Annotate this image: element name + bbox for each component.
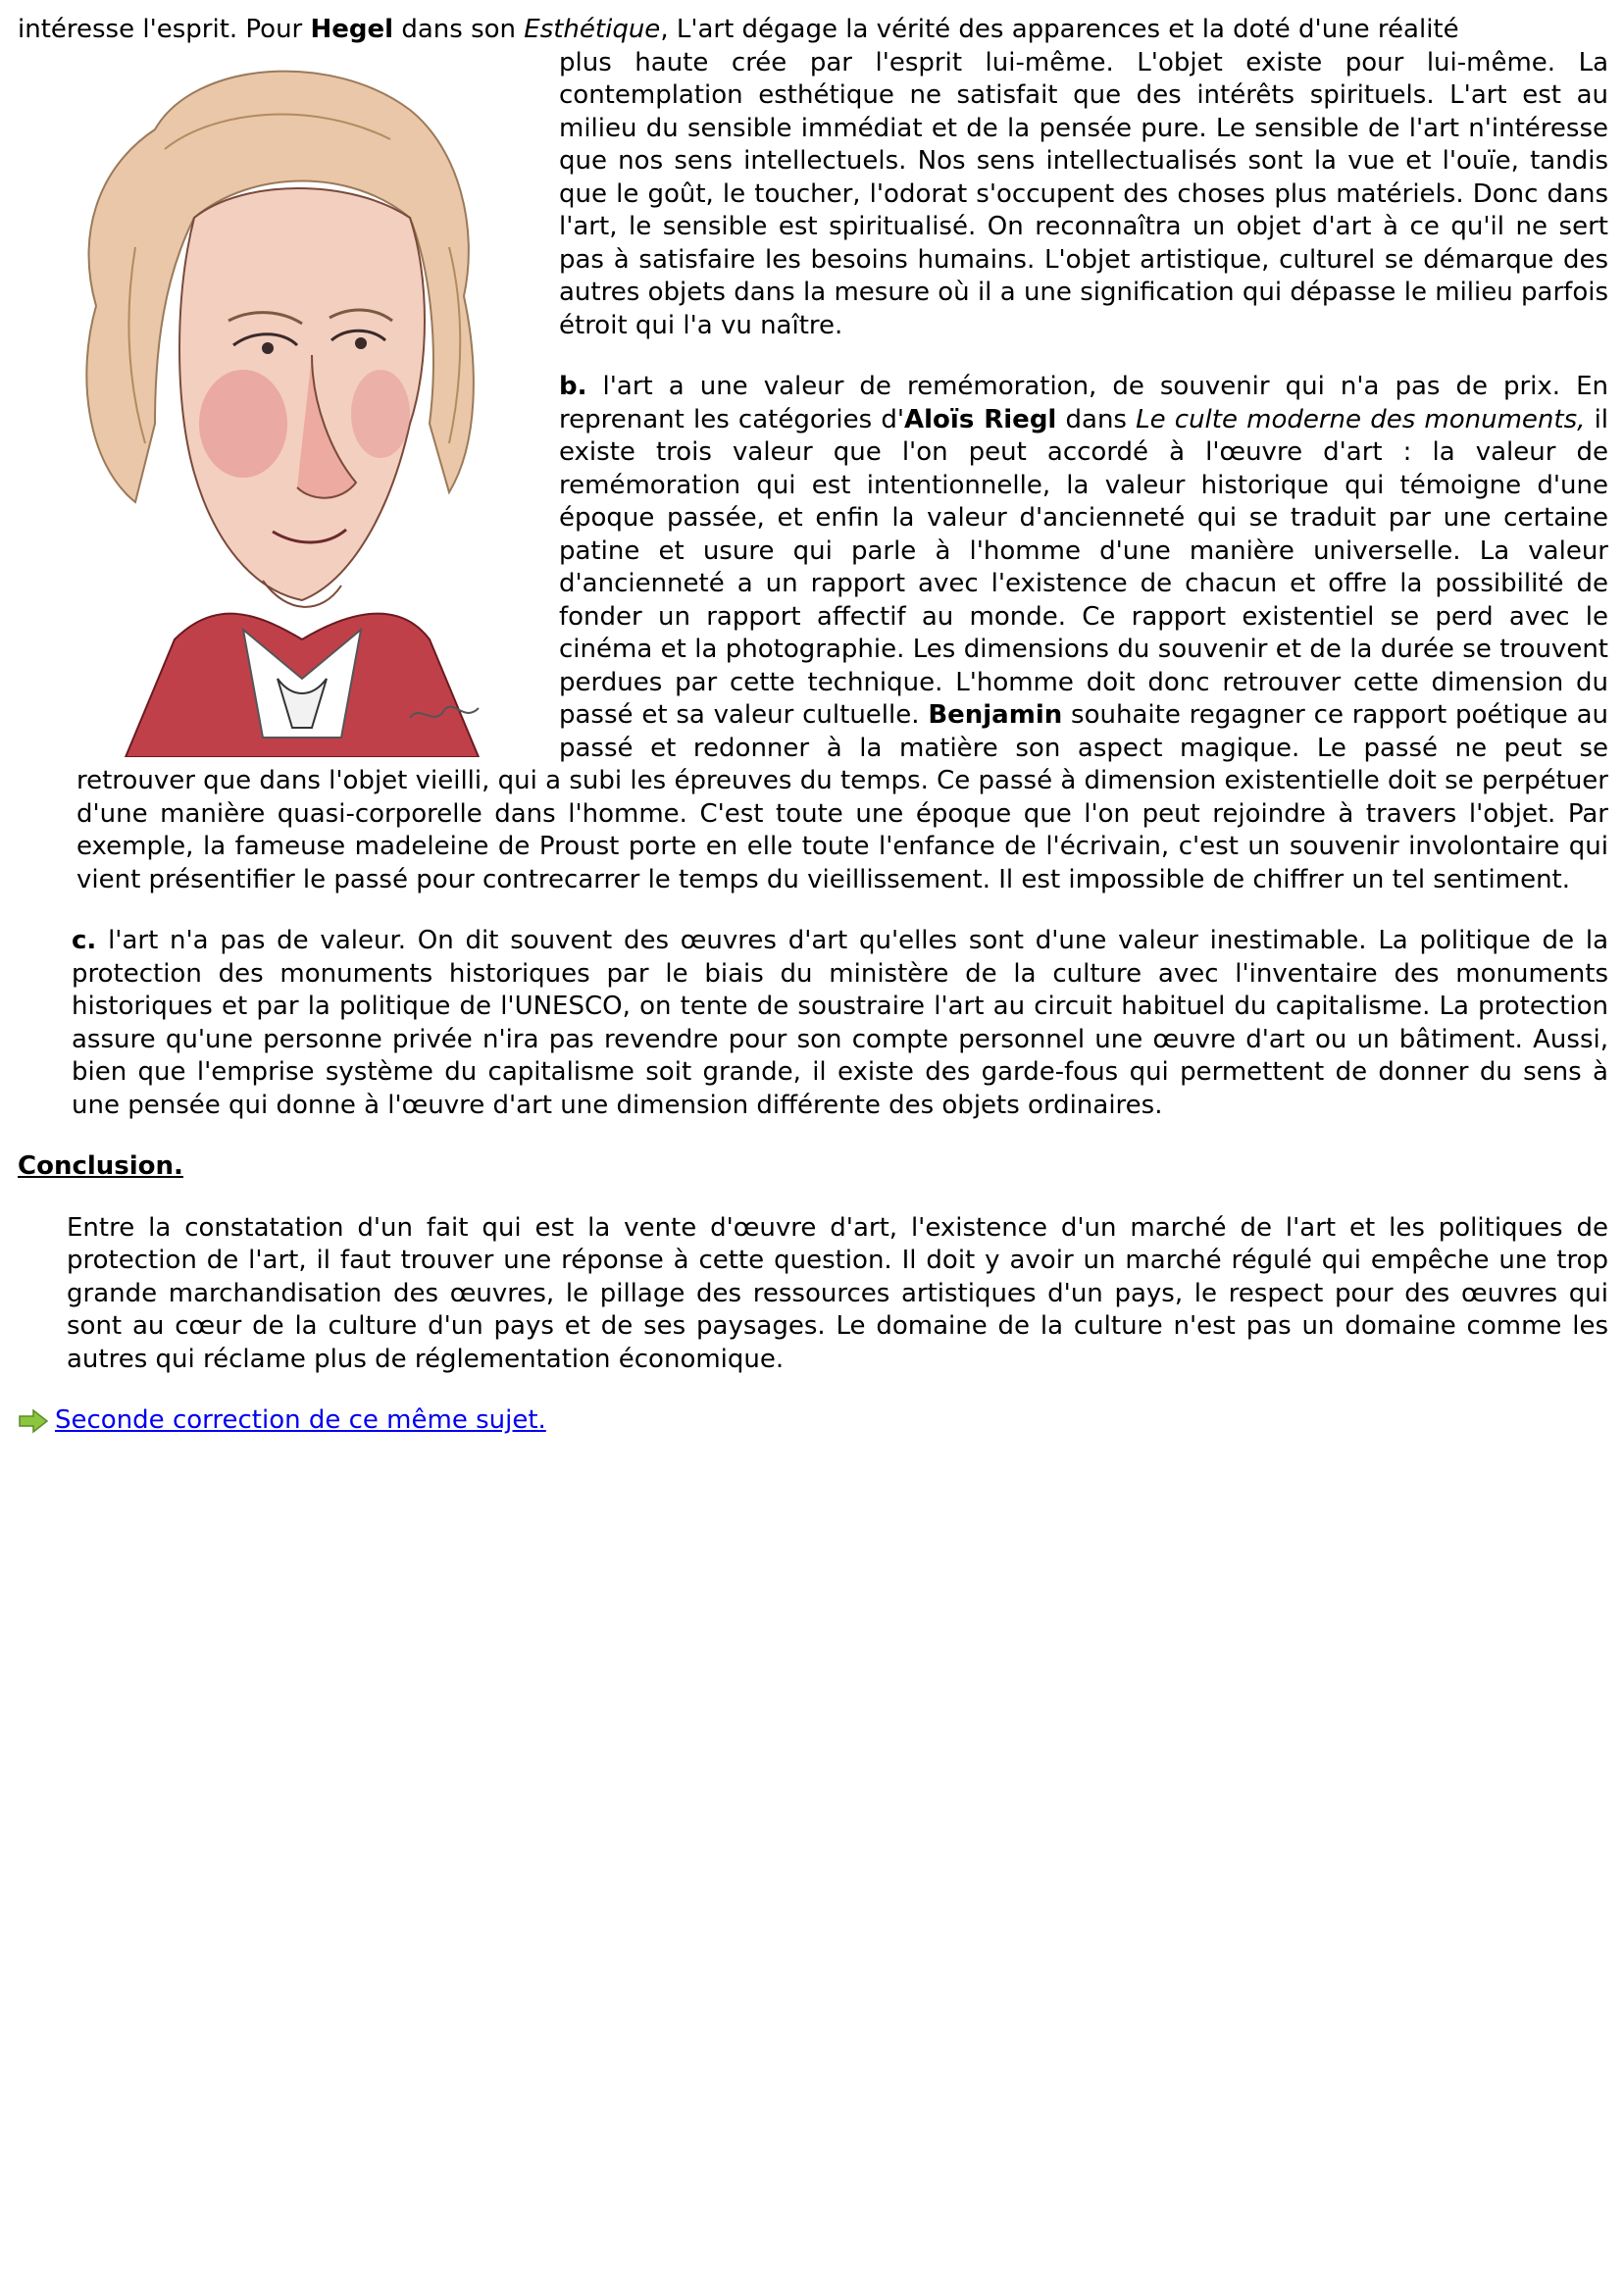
title-esthetique: Esthétique: [524, 15, 661, 44]
spacer: [18, 1376, 1608, 1404]
marker-b: b.: [559, 372, 587, 401]
hegel-portrait-illustration: [18, 51, 537, 757]
portrait-svg: [18, 51, 537, 757]
document-page: [18, 14, 1608, 1438]
paragraph-c: c. l'art n'a pas de valeur. On dit souvent des œuvres d'art qu'elles sont d'une valeur inestimable. La politique de la protection des monuments historiques par le biais du ministère de la culture avec l'inventaire des monuments historiques et par la politique de l'UNESCO, on tente de soustraire l'art au circuit habituel du capitalisme. La protection assure qu'une personne privée n'ira pas revendre pour son compte personnel une œuvre d'art ou un bâtiment. Aussi, bien que l'emprise système du capitalisme soit grande, il existe des garde-fous qui permettent de donner du sens à une pensée qui donne à l'œuvre d'art une dimension différente des objets ordinaires.: [72, 926, 1608, 1120]
paragraph-b: b. l'art a une valeur de remémoration, de souvenir qui n'a pas de prix. En reprenant les catégories d'Aloïs Riegl dans Le culte moderne des monuments, il existe trois valeur que l'on peut accordé à l'œuvre d'art : la valeur de remémoration qui est intentionnelle, la valeur historique qui témoigne d'une époque passée, et enfin la valeur d'ancienneté qui se traduit par une certaine patine et usure qui parle à l'homme d'une manière universelle. La valeur d'ancienneté a un rapport avec l'existence de chacun et offre la possibilité de fonder un rapport affectif au monde. Ce rapport existentiel se perd avec le cinéma et la photographie. Les dimensions du souvenir et de la durée se trouvent perdues par cette technique. L'homme doit donc retrouver cette dimension du passé et sa valeur cultuelle. Benjamin souhaite regagner ce rapport poétique au passé et redonner à la matière son aspect magique. Le passé ne peut se retrouver que dans l'objet vieilli, qui a subi les épreuves du temps. Ce passé à dimension existentielle doit se perpétuer d'une manière quasi-corporelle dans l'homme. C'est toute une époque que l'on peut rejoindre à travers l'objet. Par exemple, la fameuse madeleine de Proust porte en elle toute l'enfance de l'écrivain, c'est un souvenir involontaire qui vient présentifier le passé pour contrecarrer le temps du vieillissement. Il est impossible de chiffrer un tel sentiment.: [76, 372, 1609, 894]
marker-c: c.: [72, 926, 97, 955]
paragraph-hegel-continuation: plus haute crée par l'esprit lui-même. L'objet existe pour lui-même. La contemplation esthétique ne satisfait que des intérêts spirituels. L'art est au milieu du sensible immédiat et de la pensée pure. Le sensible de l'art n'intéresse que nos sens intellectuels. Nos sens intellectualisés sont la vue et l'ouïe, tandis que le goût, le toucher, l'odorat s'occupent des choses plus matériels. Donc dans l'art, le sensible est spiritualisé. On reconnaîtra un objet d'art à ce qu'il ne sert pas à satisfaire les besoins humains. L'objet artistique, culturel se démarque des autres objets dans la mesure où il a une signification qui dépasse le milieu parfois étroit qui l'a vu naître.: [559, 47, 1608, 340]
name-riegl: Aloïs Riegl: [904, 404, 1057, 434]
name-benjamin: Benjamin: [928, 700, 1063, 730]
conclusion-paragraph: Entre la constatation d'un fait qui est la vente d'œuvre d'art, l'existence d'un marché de l'art et les politiques de protection de l'art, il faut trouver une réponse à cette question. Il doit y avoir un marché régulé qui empêche une trop grande marchandisation des œuvres, le pillage des ressources artistiques d'un pays, le respect pour des œuvres qui sont au cœur de la culture d'un pays et de ses paysages. Le domaine de la culture n'est pas un domaine comme les autres qui réclame plus de réglementation économique.: [67, 1212, 1608, 1374]
name-hegel: Hegel: [310, 15, 394, 44]
arrow-right-icon: [18, 1408, 49, 1434]
spacer: [18, 1184, 1608, 1212]
conclusion-heading: Conclusion.: [18, 1151, 183, 1181]
second-correction-link[interactable]: Seconde correction de ce même sujet.: [55, 1405, 546, 1435]
second-correction-link-row: [18, 1404, 1608, 1438]
spacer: [18, 896, 1608, 925]
paragraph-hegel-intro: intéresse l'esprit. Pour Hegel dans son Esthétique, L'art dégage la vérité des apparences et la doté d'une réalité: [18, 15, 1459, 44]
title-culte-moderne: Le culte moderne des monuments,: [1136, 404, 1586, 434]
spacer: [18, 1122, 1608, 1150]
